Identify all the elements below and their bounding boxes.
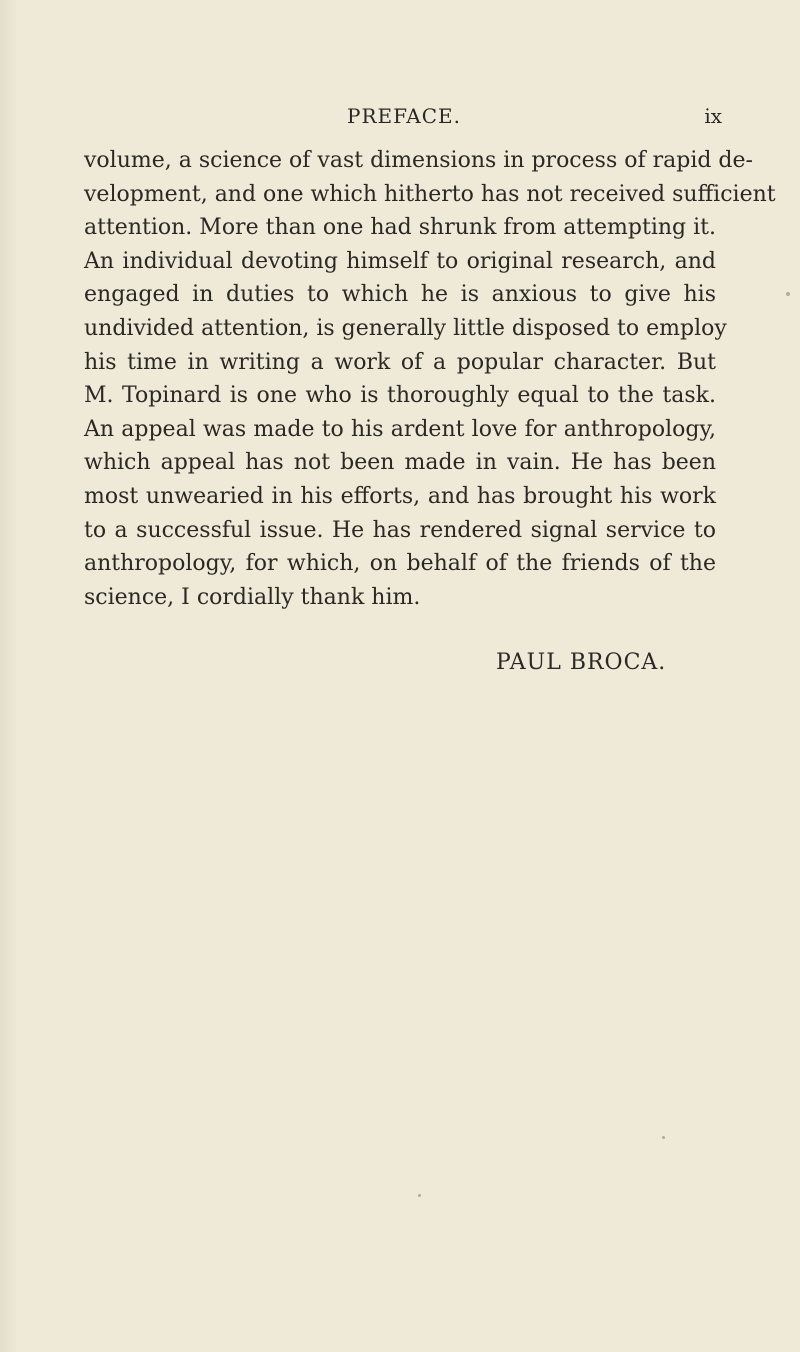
text-line: An appeal was made to his ardent love for anthropology, [84,416,716,442]
page-number: ix [704,104,722,128]
text-line: An individual devoting himself to original research, and [84,248,716,274]
text-line: to a successful issue. He has rendered signal service to [84,517,716,543]
text-line: anthropology, for which, on behalf of the friends of the [84,551,716,577]
text-line: M. Topinard is one who is thoroughly equal to the task. [84,383,716,409]
running-head [84,104,724,132]
text-line: most unwearied in his efforts, and has brought his work [84,483,716,509]
text-line: undivided attention, is generally little disposed to employ [84,315,727,341]
signature: PAUL BROCA. [496,650,667,675]
text-line: attention. More than one had shrunk from attempting it. [84,215,716,241]
text-line: science, I cordially thank him. [84,584,421,610]
running-title: PREFACE. [347,104,461,128]
text-line: volume, a science of vast dimensions in process of rapid de- [84,148,753,173]
paper-speck [662,1136,665,1139]
paper-speck [786,292,790,296]
body-paragraph [84,144,776,614]
paper-speck [418,1194,421,1197]
text-line: engaged in duties to which he is anxious to give his [84,282,716,308]
text-line: which appeal has not been made in vain. He has been [84,450,716,476]
text-line: velopment, and one which hitherto has not received sufficient [84,181,776,207]
text-line: his time in writing a work of a popular character. But [84,349,716,375]
